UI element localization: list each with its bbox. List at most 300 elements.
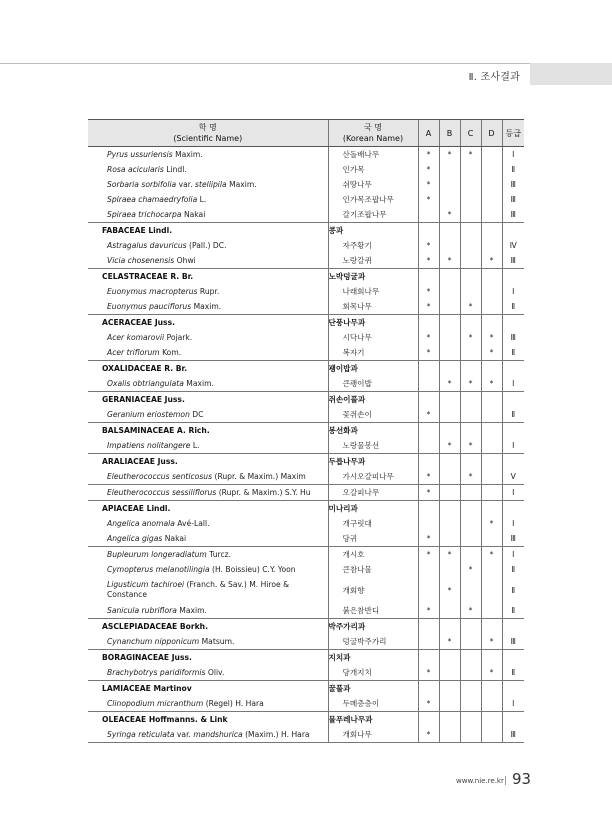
scientific-name: [88, 562, 328, 577]
cell-d: [481, 238, 502, 253]
cell-c: [460, 650, 481, 666]
species-binomial: Eleutherococcus sessiliflorus: [107, 488, 217, 497]
cell-c: [460, 619, 481, 635]
cell-d: [481, 531, 502, 547]
species-row: [88, 665, 524, 681]
cell-d: [481, 619, 502, 635]
cell-d: [481, 361, 502, 377]
cell-c: [460, 665, 481, 681]
cell-b: [439, 299, 460, 315]
cell-grade: Ⅰ: [502, 696, 524, 712]
header-korean-name: [328, 120, 418, 147]
korean-name: 자주황기: [328, 238, 418, 253]
species-row: [88, 577, 524, 603]
cell-c: *: [460, 469, 481, 485]
cell-grade: [502, 269, 524, 285]
scientific-name: [88, 696, 328, 712]
species-row: [88, 147, 524, 163]
family-row: [88, 315, 524, 331]
family-korean-name: 박주가리과: [328, 619, 418, 635]
family-name: APIACEAE Lindl.: [88, 501, 328, 517]
cell-grade: [502, 501, 524, 517]
cell-a: [418, 681, 439, 697]
family-name: GERANIACEAE Juss.: [88, 392, 328, 408]
cell-d: [481, 577, 502, 603]
species-author: Kom.: [159, 348, 182, 357]
korean-name: 개회향: [328, 577, 418, 603]
species-author: Matsum.: [199, 637, 235, 646]
species-binomial: Euonymus macropterus: [107, 287, 198, 296]
species-binomial: Rosa acicularis: [107, 165, 164, 174]
header-b: B: [439, 120, 460, 147]
species-binomial: Angelica anomala: [107, 519, 175, 528]
scientific-name: [88, 376, 328, 392]
scientific-name: [88, 299, 328, 315]
cell-d: *: [481, 665, 502, 681]
cell-a: [418, 562, 439, 577]
header-korean-en: (Korean Name): [342, 134, 404, 143]
family-korean-name: 콩과: [328, 223, 418, 239]
cell-grade: Ⅰ: [502, 284, 524, 299]
species-binomial: Acer triflorum: [107, 348, 160, 357]
cell-b: [439, 177, 460, 192]
cell-b: *: [439, 547, 460, 563]
species-binomial: Spiraea chamaedryfolia: [107, 195, 198, 204]
cell-d: [481, 177, 502, 192]
cell-b: [439, 238, 460, 253]
cell-grade: Ⅰ: [502, 376, 524, 392]
cell-b: *: [439, 253, 460, 269]
species-author: (Rupr. & Maxim.) S.Y. Hu: [216, 488, 311, 497]
cell-a: [418, 454, 439, 470]
scientific-name: [88, 407, 328, 423]
cell-b: [439, 330, 460, 345]
species-row: [88, 177, 524, 192]
cell-c: [460, 223, 481, 239]
korean-name: 노랑물봉선: [328, 438, 418, 454]
species-row: [88, 345, 524, 361]
footer-site: www.nie.re.kr: [456, 777, 504, 785]
species-row: [88, 634, 524, 650]
cell-a: *: [418, 238, 439, 253]
family-korean-name: 봉선화과: [328, 423, 418, 439]
cell-b: *: [439, 376, 460, 392]
cell-d: [481, 485, 502, 501]
cell-c: [460, 727, 481, 743]
species-row: [88, 727, 524, 743]
species-row: [88, 696, 524, 712]
cell-grade: [502, 423, 524, 439]
cell-b: [439, 727, 460, 743]
korean-name: 복자기: [328, 345, 418, 361]
cell-c: [460, 238, 481, 253]
korean-name: 개회나무: [328, 727, 418, 743]
species-row: [88, 284, 524, 299]
korean-name: 큰괭이밥: [328, 376, 418, 392]
family-korean-name: 노박덩굴과: [328, 269, 418, 285]
cell-a: [418, 438, 439, 454]
family-korean-name: 단풍나무과: [328, 315, 418, 331]
cell-c: [460, 681, 481, 697]
table-header-row: [88, 120, 524, 147]
family-name: BORAGINACEAE Juss.: [88, 650, 328, 666]
species-row: [88, 547, 524, 563]
cell-a: *: [418, 345, 439, 361]
cell-grade: Ⅱ: [502, 345, 524, 361]
cell-c: [460, 269, 481, 285]
cell-grade: Ⅲ: [502, 330, 524, 345]
family-name: OLEACEAE Hoffmanns. & Link: [88, 712, 328, 728]
cell-grade: Ⅱ: [502, 162, 524, 177]
cell-d: [481, 269, 502, 285]
species-row: [88, 330, 524, 345]
family-row: [88, 619, 524, 635]
cell-a: [418, 577, 439, 603]
species-author: Maxim.: [226, 180, 257, 189]
cell-c: [460, 315, 481, 331]
cell-c: [460, 253, 481, 269]
cell-c: *: [460, 330, 481, 345]
cell-d: *: [481, 345, 502, 361]
species-row: [88, 207, 524, 223]
header-c: C: [460, 120, 481, 147]
cell-d: [481, 162, 502, 177]
family-row: [88, 712, 524, 728]
cell-grade: Ⅲ: [502, 177, 524, 192]
scientific-name: [88, 531, 328, 547]
cell-c: [460, 634, 481, 650]
cell-grade: Ⅱ: [502, 407, 524, 423]
species-author: Nakai: [181, 210, 206, 219]
scientific-name: [88, 577, 328, 603]
cell-grade: Ⅳ: [502, 238, 524, 253]
species-row: [88, 238, 524, 253]
family-name: ASCLEPIADACEAE Borkh.: [88, 619, 328, 635]
cell-b: [439, 603, 460, 619]
cell-a: [418, 501, 439, 517]
korean-name: 쉬땅나무: [328, 177, 418, 192]
cell-a: *: [418, 192, 439, 207]
header-scientific-en: (Scientific Name): [173, 134, 243, 143]
cell-c: [460, 485, 481, 501]
korean-name: 오갈피나무: [328, 485, 418, 501]
species-author: DC: [189, 410, 204, 419]
korean-name: 시닥나무: [328, 330, 418, 345]
family-korean-name: 쥐손이풀과: [328, 392, 418, 408]
scientific-name: [88, 253, 328, 269]
species-row: [88, 562, 524, 577]
species-binomial: Cynanchum nipponicum: [107, 637, 200, 646]
cell-a: *: [418, 177, 439, 192]
cell-b: [439, 696, 460, 712]
header-grade: 등급: [502, 120, 524, 147]
species-row: [88, 469, 524, 485]
cell-grade: Ⅰ: [502, 147, 524, 163]
species-binomial: Impatiens nolitangere: [107, 441, 191, 450]
family-name: FABACEAE Lindl.: [88, 223, 328, 239]
cell-c: *: [460, 299, 481, 315]
cell-b: *: [439, 634, 460, 650]
korean-name: 인가목조팝나무: [328, 192, 418, 207]
cell-a: [418, 315, 439, 331]
family-korean-name: 괭이밥과: [328, 361, 418, 377]
cell-a: [418, 223, 439, 239]
species-row: [88, 485, 524, 501]
cell-d: [481, 284, 502, 299]
species-row: [88, 192, 524, 207]
korean-name: 노랑갈퀴: [328, 253, 418, 269]
species-row: [88, 376, 524, 392]
species-author: Maxim.: [176, 606, 207, 615]
cell-d: [481, 681, 502, 697]
family-row: [88, 223, 524, 239]
cell-c: [460, 407, 481, 423]
species-author: L.: [197, 195, 207, 204]
cell-a: *: [418, 727, 439, 743]
cell-a: *: [418, 485, 439, 501]
scientific-name: [88, 238, 328, 253]
cell-a: [418, 516, 439, 531]
species-row: [88, 531, 524, 547]
section-label: Ⅱ. 조사결과: [468, 72, 520, 83]
cell-d: [481, 438, 502, 454]
cell-a: *: [418, 469, 439, 485]
cell-a: *: [418, 284, 439, 299]
footer-divider: [505, 776, 506, 785]
species-binomial: Spiraea trichocarpa: [107, 210, 182, 219]
species-row: [88, 162, 524, 177]
family-korean-name: 꿀풀과: [328, 681, 418, 697]
table-body: [88, 147, 524, 743]
cell-c: *: [460, 147, 481, 163]
cell-d: [481, 712, 502, 728]
cell-a: *: [418, 407, 439, 423]
species-row: [88, 299, 524, 315]
species-binomial: Sanicula rubriflora: [107, 606, 177, 615]
family-name: CELASTRACEAE R. Br.: [88, 269, 328, 285]
cell-b: [439, 469, 460, 485]
cell-grade: Ⅱ: [502, 665, 524, 681]
species-author: Maxim.: [172, 150, 203, 159]
species-author: (Regel) H. Hara: [203, 699, 264, 708]
cell-b: *: [439, 438, 460, 454]
cell-a: [418, 361, 439, 377]
scientific-name: [88, 192, 328, 207]
cell-grade: Ⅴ: [502, 469, 524, 485]
cell-a: *: [418, 162, 439, 177]
scientific-name: [88, 516, 328, 531]
cell-d: [481, 650, 502, 666]
cell-grade: Ⅰ: [502, 547, 524, 563]
species-binomial: Euonymus pauciflorus: [107, 302, 192, 311]
species-author: Pojark.: [164, 333, 193, 342]
species-binomial: Acer komarovii: [107, 333, 165, 342]
cell-a: *: [418, 299, 439, 315]
cell-d: [481, 299, 502, 315]
cell-c: *: [460, 603, 481, 619]
cell-grade: Ⅲ: [502, 531, 524, 547]
species-binomial: Eleutherococcus senticosus: [107, 472, 213, 481]
family-korean-name: 지치과: [328, 650, 418, 666]
species-author: Lindl.: [163, 165, 187, 174]
cell-d: [481, 423, 502, 439]
species-author: (Maxim.) H. Hara: [242, 730, 310, 739]
cell-b: [439, 407, 460, 423]
header-a: A: [418, 120, 439, 147]
species-infraspecific: mandshurica: [193, 730, 243, 739]
cell-grade: Ⅲ: [502, 727, 524, 743]
cell-grade: Ⅱ: [502, 562, 524, 577]
cell-a: [418, 619, 439, 635]
cell-a: [418, 269, 439, 285]
cell-a: *: [418, 147, 439, 163]
cell-d: [481, 147, 502, 163]
cell-c: *: [460, 562, 481, 577]
family-row: [88, 454, 524, 470]
species-binomial: Angelica gigas: [107, 534, 163, 543]
species-binomial: Bupleurum longeradiatum: [107, 550, 207, 559]
korean-name: 갈기조팝나무: [328, 207, 418, 223]
cell-b: [439, 284, 460, 299]
cell-grade: Ⅱ: [502, 299, 524, 315]
cell-a: [418, 376, 439, 392]
species-binomial: Geranium eriostemon: [107, 410, 190, 419]
species-author: Ohwi: [174, 256, 196, 265]
cell-d: *: [481, 516, 502, 531]
scientific-name: [88, 469, 328, 485]
korean-name: 개구릿대: [328, 516, 418, 531]
cell-d: *: [481, 253, 502, 269]
korean-name: 두메층층이: [328, 696, 418, 712]
species-table: [88, 119, 524, 743]
cell-b: [439, 681, 460, 697]
cell-d: *: [481, 330, 502, 345]
scientific-name: [88, 485, 328, 501]
species-binomial: Pyrus ussuriensis: [107, 150, 173, 159]
scientific-name: [88, 177, 328, 192]
korean-name: 나래회나무: [328, 284, 418, 299]
family-row: [88, 269, 524, 285]
cell-d: *: [481, 547, 502, 563]
cell-c: [460, 192, 481, 207]
scientific-name: [88, 162, 328, 177]
cell-c: [460, 516, 481, 531]
korean-name: 산돌배나무: [328, 147, 418, 163]
family-name: ARALIACEAE Juss.: [88, 454, 328, 470]
species-binomial: Vicia chosenensis: [107, 256, 175, 265]
cell-a: [418, 650, 439, 666]
cell-grade: [502, 315, 524, 331]
cell-d: *: [481, 634, 502, 650]
cell-b: [439, 192, 460, 207]
cell-grade: [502, 392, 524, 408]
cell-b: [439, 531, 460, 547]
cell-a: [418, 207, 439, 223]
cell-grade: Ⅰ: [502, 485, 524, 501]
cell-d: [481, 192, 502, 207]
korean-name: 꽃쥐손이: [328, 407, 418, 423]
species-row: [88, 407, 524, 423]
korean-name: 당개지치: [328, 665, 418, 681]
korean-name: 가시오갈피나무: [328, 469, 418, 485]
cell-d: [481, 469, 502, 485]
cell-d: [481, 207, 502, 223]
species-row: [88, 603, 524, 619]
species-binomial: Astragalus davuricus: [107, 241, 187, 250]
cell-grade: Ⅱ: [502, 577, 524, 603]
species-binomial: Cymopterus melanotilingia: [107, 565, 210, 574]
cell-a: *: [418, 603, 439, 619]
cell-d: [481, 501, 502, 517]
page-number: 93: [512, 770, 532, 788]
species-row: [88, 516, 524, 531]
scientific-name: [88, 634, 328, 650]
cell-b: [439, 345, 460, 361]
family-name: BALSAMINACEAE A. Rich.: [88, 423, 328, 439]
species-author: Rupr.: [197, 287, 220, 296]
species-author: Maxim.: [183, 379, 214, 388]
cell-d: [481, 407, 502, 423]
korean-name: 붉은참반디: [328, 603, 418, 619]
cell-c: [460, 531, 481, 547]
scientific-name: [88, 284, 328, 299]
species-author: L.: [190, 441, 200, 450]
family-row: [88, 501, 524, 517]
cell-d: [481, 603, 502, 619]
species-infraspecific: stellipila: [195, 180, 227, 189]
cell-c: [460, 712, 481, 728]
species-author: Avé-Lall.: [174, 519, 210, 528]
family-row: [88, 423, 524, 439]
cell-a: *: [418, 665, 439, 681]
cell-c: [460, 696, 481, 712]
cell-c: [460, 423, 481, 439]
cell-d: *: [481, 376, 502, 392]
species-row: [88, 253, 524, 269]
cell-grade: Ⅲ: [502, 207, 524, 223]
cell-c: [460, 207, 481, 223]
family-name: OXALIDACEAE R. Br.: [88, 361, 328, 377]
family-korean-name: 미나리과: [328, 501, 418, 517]
species-binomial: Brachybotrys paridiformis: [107, 668, 206, 677]
cell-b: [439, 315, 460, 331]
cell-b: [439, 392, 460, 408]
cell-b: [439, 361, 460, 377]
cell-d: [481, 454, 502, 470]
species-rank: var.: [174, 730, 194, 739]
header-d: D: [481, 120, 502, 147]
species-author: (Rupr. & Maxim.) Maxim: [212, 472, 306, 481]
cell-d: [481, 315, 502, 331]
cell-b: [439, 501, 460, 517]
family-korean-name: 물푸레나무과: [328, 712, 418, 728]
family-name: LAMIACEAE Martinov: [88, 681, 328, 697]
cell-b: *: [439, 577, 460, 603]
cell-d: [481, 223, 502, 239]
species-rank: var.: [176, 180, 196, 189]
cell-c: [460, 392, 481, 408]
cell-a: [418, 634, 439, 650]
cell-b: [439, 269, 460, 285]
cell-b: [439, 162, 460, 177]
cell-grade: [502, 223, 524, 239]
cell-b: [439, 665, 460, 681]
scientific-name: [88, 665, 328, 681]
header-rule: [0, 63, 530, 64]
cell-b: [439, 423, 460, 439]
cell-c: [460, 345, 481, 361]
korean-name: 큰참나물: [328, 562, 418, 577]
